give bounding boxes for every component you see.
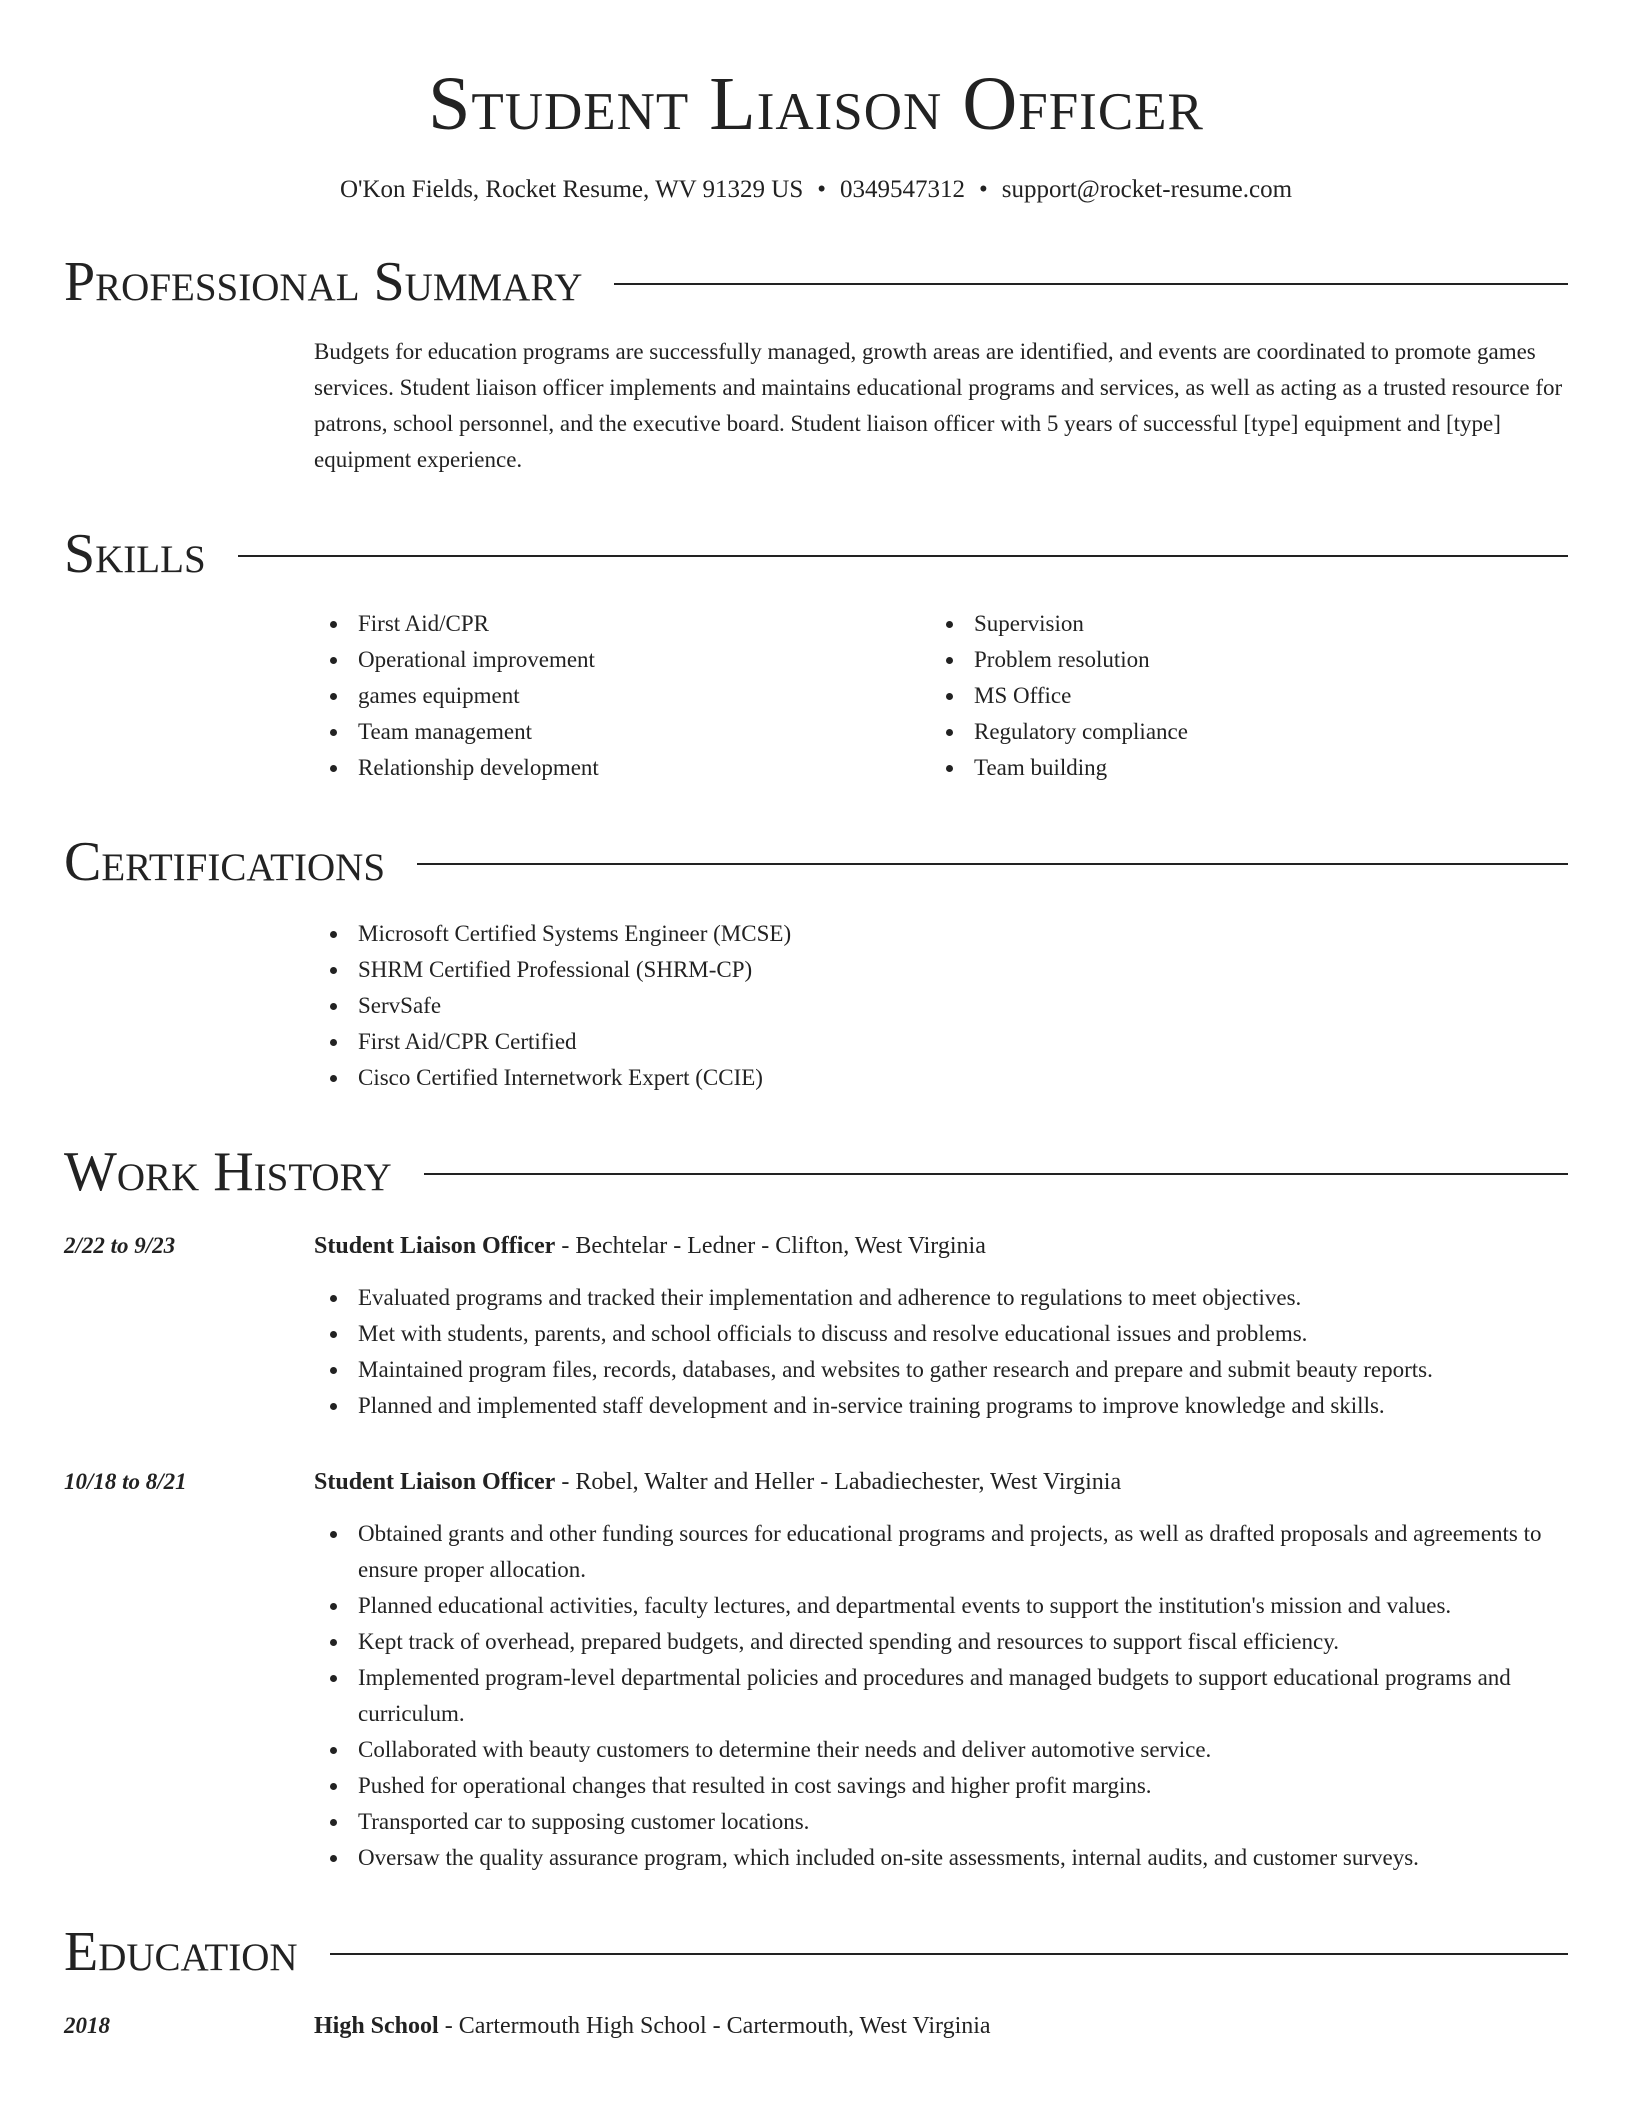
education-degree: High School bbox=[314, 2013, 439, 2039]
section-divider bbox=[238, 555, 1568, 557]
skills-column-right bbox=[930, 606, 1546, 786]
job-duty: Obtained grants and other funding sources for educational programs and projects, as well as drafted proposals and agreements to ensure proper allocation. bbox=[314, 1516, 1568, 1588]
job-title-line bbox=[314, 1228, 1568, 1264]
job-entry bbox=[64, 1228, 1568, 1424]
certification-item: Microsoft Certified Systems Engineer (MCSE) bbox=[314, 916, 1568, 952]
job-duty: Kept track of overhead, prepared budgets, and directed spending and resources to support fiscal efficiency. bbox=[314, 1624, 1568, 1660]
skill-item: Relationship development bbox=[314, 750, 930, 786]
job-duty: Maintained program files, records, databases, and websites to gather research and prepare and submit beauty reports. bbox=[314, 1352, 1568, 1388]
job-duty: Transported car to supposing customer locations. bbox=[314, 1804, 1568, 1840]
job-content bbox=[314, 1228, 1568, 1424]
skill-item: Team building bbox=[930, 750, 1546, 786]
skills-list bbox=[314, 606, 1568, 786]
skill-item: Regulatory compliance bbox=[930, 714, 1546, 750]
certifications-section-header bbox=[64, 830, 1568, 894]
job-duty: Pushed for operational changes that resulted in cost savings and higher profit margins. bbox=[314, 1768, 1568, 1804]
education-section-header bbox=[64, 1920, 1568, 1984]
education-school: - Cartermouth High School - Cartermouth, West Virginia bbox=[438, 2013, 991, 2039]
job-dates: 2/22 to 9/23 bbox=[64, 1233, 176, 1258]
certification-item: First Aid/CPR Certified bbox=[314, 1024, 1568, 1060]
job-title: Student Liaison Officer bbox=[314, 1233, 556, 1259]
job-dates: 10/18 to 8/21 bbox=[64, 1469, 187, 1494]
job-duties bbox=[314, 1516, 1568, 1876]
job-duty: Planned and implemented staff development and in-service training programs to improve knowledge and skills. bbox=[314, 1388, 1568, 1424]
resume-name: Student Liaison Officer bbox=[428, 62, 1204, 146]
section-divider bbox=[417, 863, 1568, 865]
education-content bbox=[314, 2008, 1568, 2044]
job-duty: Evaluated programs and tracked their implementation and adherence to regulations to meet objectives. bbox=[314, 1280, 1568, 1316]
job-duty: Met with students, parents, and school officials to discuss and resolve educational issues and problems. bbox=[314, 1316, 1568, 1352]
skill-item: Team management bbox=[314, 714, 930, 750]
contact-line bbox=[64, 174, 1568, 206]
education-heading: Education bbox=[64, 1921, 298, 1983]
job-title-line bbox=[314, 1464, 1568, 1500]
job-title: Student Liaison Officer bbox=[314, 1469, 556, 1495]
skill-item: Supervision bbox=[930, 606, 1546, 642]
job-entry bbox=[64, 1464, 1568, 1876]
skills-heading: Skills bbox=[64, 523, 206, 585]
skill-item: Problem resolution bbox=[930, 642, 1546, 678]
certification-item: Cisco Certified Internetwork Expert (CCIE) bbox=[314, 1060, 1568, 1096]
job-duty: Oversaw the quality assurance program, which included on-site assessments, internal audits, and customer surveys. bbox=[314, 1840, 1568, 1876]
skills-column-left bbox=[314, 606, 930, 786]
certification-item: SHRM Certified Professional (SHRM-CP) bbox=[314, 952, 1568, 988]
job-employer: - Bechtelar - Ledner - Clifton, West Virginia bbox=[555, 1233, 986, 1259]
summary-section-header bbox=[64, 250, 1568, 314]
section-divider bbox=[614, 283, 1568, 285]
education-date: 2018 bbox=[64, 2013, 110, 2038]
job-content bbox=[314, 1464, 1568, 1876]
job-duties bbox=[314, 1280, 1568, 1424]
summary-text: Budgets for education programs are successfully managed, growth areas are identified, and events are coordinated to promote games services. Student liaison officer implements and maintains educational programs and services, as well as acting as a trusted resource for patrons, school personnel, and the executive board. Student liaison officer with 5 years of successful [type] equipment and [type] equipment experience. bbox=[314, 339, 1563, 472]
contact-separator: • bbox=[817, 176, 826, 203]
education-line bbox=[314, 2008, 1568, 2044]
job-duty: Collaborated with beauty customers to determine their needs and deliver automotive service. bbox=[314, 1732, 1568, 1768]
contact-separator: • bbox=[979, 176, 988, 203]
skill-item: MS Office bbox=[930, 678, 1546, 714]
section-divider bbox=[424, 1173, 1568, 1175]
job-duty: Implemented program-level departmental policies and procedures and managed budgets to support educational programs and curriculum. bbox=[314, 1660, 1568, 1732]
skill-item: games equipment bbox=[314, 678, 930, 714]
skills-section-header bbox=[64, 522, 1568, 586]
summary-heading: Professional Summary bbox=[64, 251, 583, 313]
job-employer: - Robel, Walter and Heller - Labadiechester, West Virginia bbox=[555, 1469, 1122, 1495]
skill-item: First Aid/CPR bbox=[314, 606, 930, 642]
contact-email[interactable]: support@rocket-resume.com bbox=[1001, 176, 1293, 203]
education-entry bbox=[64, 2008, 1568, 2044]
contact-phone: 0349547312 bbox=[840, 176, 965, 203]
work-section-header bbox=[64, 1140, 1568, 1204]
skill-item: Operational improvement bbox=[314, 642, 930, 678]
contact-address: O'Kon Fields, Rocket Resume, WV 91329 US bbox=[339, 176, 804, 203]
certifications-heading: Certifications bbox=[64, 831, 386, 893]
work-heading: Work History bbox=[64, 1141, 392, 1203]
certification-item: ServSafe bbox=[314, 988, 1568, 1024]
job-duty: Planned educational activities, faculty lectures, and departmental events to support the institution's mission and values. bbox=[314, 1588, 1568, 1624]
section-divider bbox=[330, 1953, 1568, 1955]
certifications-list bbox=[314, 916, 1568, 1096]
